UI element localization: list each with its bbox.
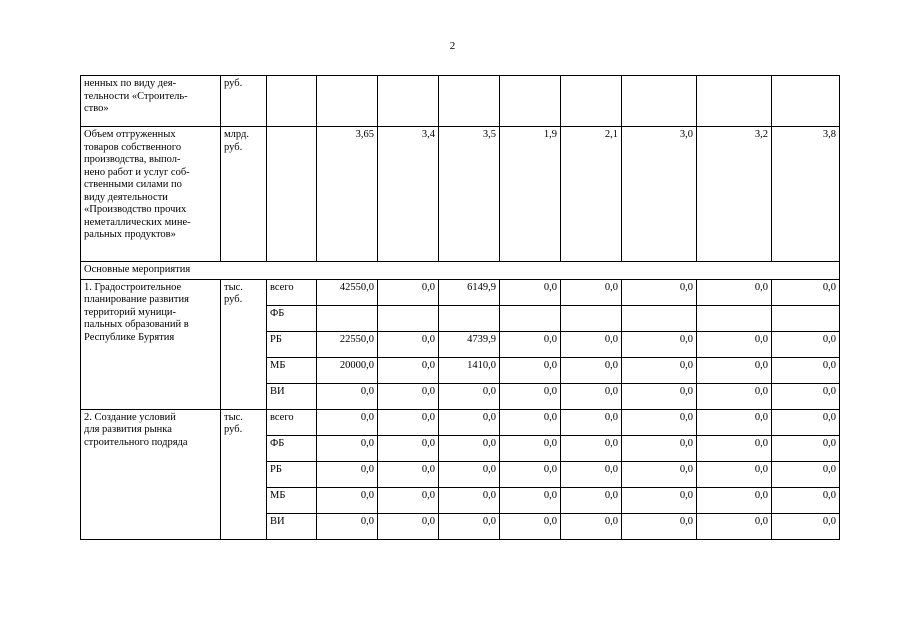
- funding-value: 0,0: [622, 487, 697, 513]
- funding-source: ФБ: [267, 305, 317, 331]
- indicator-row: [81, 127, 840, 262]
- funding-value: 0,0: [439, 435, 500, 461]
- funding-value: 0,0: [697, 383, 772, 409]
- funding-value: 20000,0: [317, 357, 378, 383]
- section-row: [81, 262, 840, 280]
- funding-value: 0,0: [439, 383, 500, 409]
- indicator-description: Объем отгруженных товаров собственного производства, выпол- нено работ и услуг соб- ственными силами по виду деятельности «Производство прочих неметаллических мине- ральных продуктов»: [81, 127, 221, 262]
- indicator-value: [267, 76, 317, 127]
- funding-value: 0,0: [317, 409, 378, 435]
- indicators-table: [80, 75, 840, 540]
- measure-unit: тыс. руб.: [221, 279, 267, 409]
- indicator-value: [317, 76, 378, 127]
- measure-unit: тыс. руб.: [221, 409, 267, 539]
- indicator-value: [622, 76, 697, 127]
- funding-source: МБ: [267, 487, 317, 513]
- indicator-unit: млрд. руб.: [221, 127, 267, 262]
- funding-value: 0,0: [500, 461, 561, 487]
- funding-value: 0,0: [500, 513, 561, 539]
- indicator-value: 3,2: [697, 127, 772, 262]
- funding-value: [697, 305, 772, 331]
- indicator-unit: руб.: [221, 76, 267, 127]
- indicator-value: [500, 76, 561, 127]
- indicator-value: [439, 76, 500, 127]
- funding-value: 0,0: [378, 513, 439, 539]
- funding-value: 0,0: [772, 331, 840, 357]
- funding-source: всего: [267, 409, 317, 435]
- funding-value: 0,0: [772, 383, 840, 409]
- measure-title: 1. Градостроительное планирование развития территорий муници- пальных образований в Республике Бурятия: [81, 279, 221, 409]
- funding-row: [81, 409, 840, 435]
- indicator-value: 3,4: [378, 127, 439, 262]
- funding-value: 0,0: [500, 331, 561, 357]
- funding-value: [500, 305, 561, 331]
- funding-value: 0,0: [622, 331, 697, 357]
- funding-value: 0,0: [697, 487, 772, 513]
- indicator-row: [81, 76, 840, 127]
- funding-value: [439, 305, 500, 331]
- funding-source: РБ: [267, 331, 317, 357]
- funding-source: РБ: [267, 461, 317, 487]
- funding-value: 0,0: [622, 513, 697, 539]
- funding-value: 0,0: [561, 279, 622, 305]
- funding-value: 0,0: [697, 331, 772, 357]
- funding-value: 0,0: [772, 513, 840, 539]
- funding-value: [561, 305, 622, 331]
- funding-value: 0,0: [378, 435, 439, 461]
- indicator-value: [772, 76, 840, 127]
- funding-value: 0,0: [378, 461, 439, 487]
- funding-value: 0,0: [439, 487, 500, 513]
- funding-value: [317, 305, 378, 331]
- funding-row: [81, 279, 840, 305]
- section-title: Основные мероприятия: [81, 262, 840, 280]
- indicator-value: [697, 76, 772, 127]
- funding-value: 0,0: [378, 357, 439, 383]
- funding-source: ВИ: [267, 383, 317, 409]
- funding-value: 0,0: [622, 435, 697, 461]
- funding-value: 0,0: [561, 513, 622, 539]
- funding-value: 0,0: [317, 461, 378, 487]
- funding-value: 0,0: [561, 487, 622, 513]
- funding-value: [772, 305, 840, 331]
- funding-value: 0,0: [697, 357, 772, 383]
- funding-value: 22550,0: [317, 331, 378, 357]
- funding-value: 0,0: [439, 461, 500, 487]
- indicator-description: ненных по виду дея- тельности «Строитель- ство»: [81, 76, 221, 127]
- funding-value: 0,0: [378, 409, 439, 435]
- funding-value: 0,0: [772, 487, 840, 513]
- funding-value: 0,0: [378, 487, 439, 513]
- funding-value: 0,0: [697, 461, 772, 487]
- funding-value: 0,0: [622, 409, 697, 435]
- funding-value: 42550,0: [317, 279, 378, 305]
- funding-value: 0,0: [622, 357, 697, 383]
- indicator-value: 3,0: [622, 127, 697, 262]
- indicator-value: [267, 127, 317, 262]
- funding-value: 4739,9: [439, 331, 500, 357]
- funding-value: 0,0: [317, 513, 378, 539]
- funding-value: 0,0: [622, 279, 697, 305]
- measure-title: 2. Создание условий для развития рынка строительного подряда: [81, 409, 221, 539]
- funding-value: 0,0: [772, 435, 840, 461]
- funding-value: 0,0: [317, 435, 378, 461]
- funding-value: 0,0: [378, 331, 439, 357]
- funding-value: 0,0: [561, 331, 622, 357]
- funding-value: 6149,9: [439, 279, 500, 305]
- funding-value: 0,0: [772, 461, 840, 487]
- funding-value: 0,0: [378, 383, 439, 409]
- funding-value: 0,0: [772, 357, 840, 383]
- funding-value: [378, 305, 439, 331]
- funding-value: 0,0: [317, 487, 378, 513]
- funding-value: 0,0: [500, 383, 561, 409]
- indicator-value: [378, 76, 439, 127]
- funding-value: 0,0: [500, 357, 561, 383]
- funding-value: 0,0: [378, 279, 439, 305]
- funding-value: 0,0: [772, 409, 840, 435]
- funding-value: 0,0: [500, 487, 561, 513]
- funding-value: 0,0: [500, 435, 561, 461]
- funding-value: 0,0: [622, 383, 697, 409]
- funding-value: 0,0: [561, 461, 622, 487]
- indicator-value: 2,1: [561, 127, 622, 262]
- funding-source: МБ: [267, 357, 317, 383]
- funding-value: 0,0: [500, 279, 561, 305]
- funding-source: ВИ: [267, 513, 317, 539]
- funding-value: 0,0: [439, 513, 500, 539]
- indicator-value: 1,9: [500, 127, 561, 262]
- funding-value: 0,0: [561, 409, 622, 435]
- funding-value: 0,0: [561, 383, 622, 409]
- indicator-value: 3,8: [772, 127, 840, 262]
- funding-value: 0,0: [561, 435, 622, 461]
- funding-value: 0,0: [697, 513, 772, 539]
- indicator-value: 3,5: [439, 127, 500, 262]
- funding-value: 0,0: [317, 383, 378, 409]
- funding-value: 0,0: [439, 409, 500, 435]
- funding-value: 0,0: [697, 409, 772, 435]
- funding-value: 0,0: [697, 435, 772, 461]
- funding-source: всего: [267, 279, 317, 305]
- funding-value: 0,0: [772, 279, 840, 305]
- funding-value: 0,0: [561, 357, 622, 383]
- funding-value: [622, 305, 697, 331]
- funding-value: 1410,0: [439, 357, 500, 383]
- page-number: 2: [449, 40, 456, 52]
- funding-value: 0,0: [500, 409, 561, 435]
- funding-value: 0,0: [697, 279, 772, 305]
- indicator-value: [561, 76, 622, 127]
- indicator-value: 3,65: [317, 127, 378, 262]
- funding-value: 0,0: [622, 461, 697, 487]
- funding-source: ФБ: [267, 435, 317, 461]
